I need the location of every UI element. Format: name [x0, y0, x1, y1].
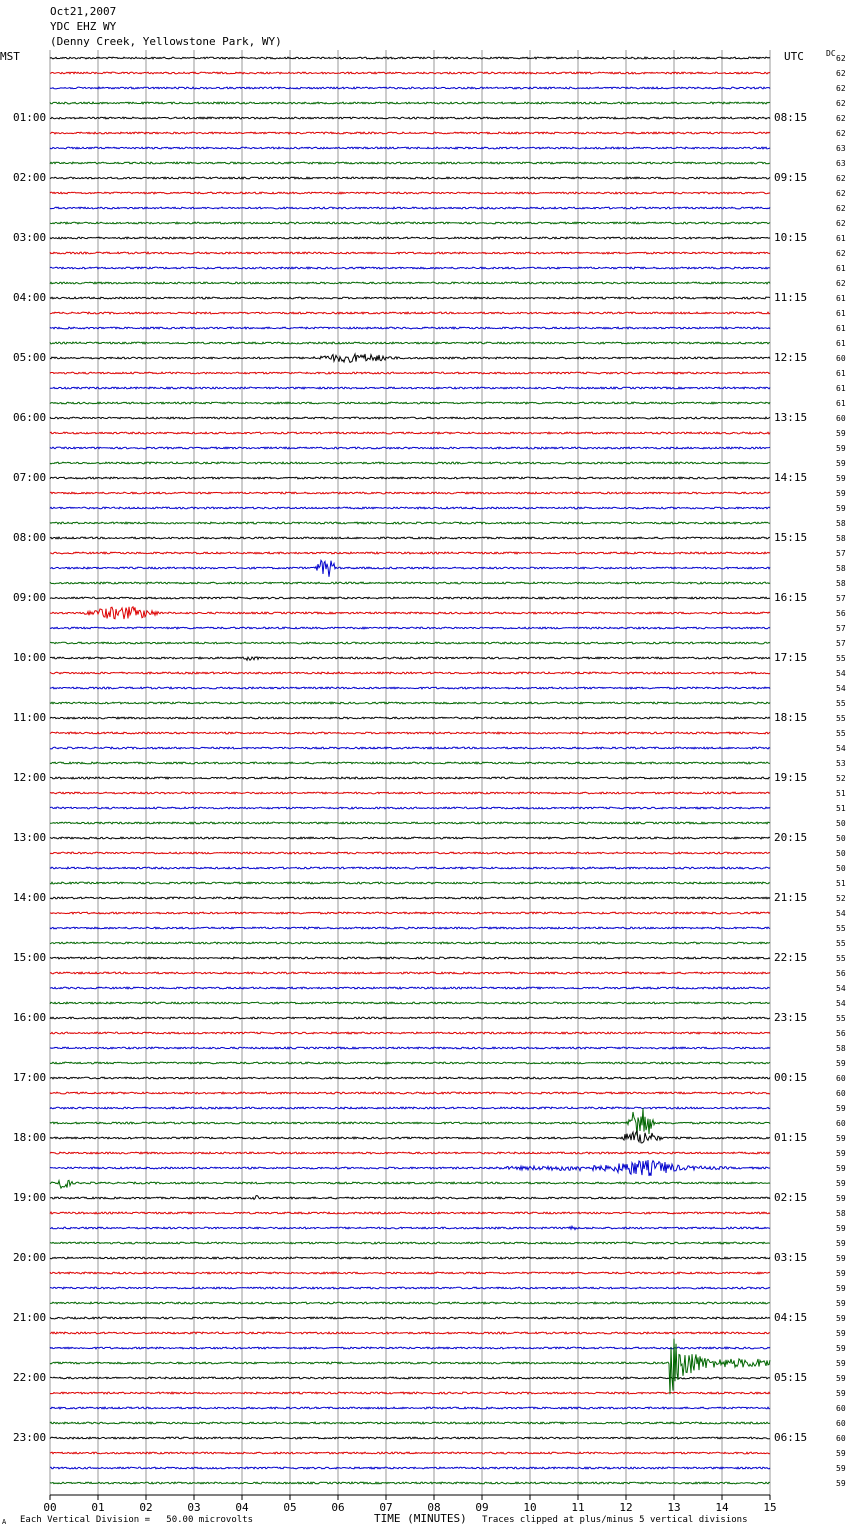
trace-88 [50, 1377, 770, 1379]
dc-value: 57 [836, 624, 846, 633]
mst-hour-label: 04:00 [13, 291, 47, 304]
trace-47 [50, 762, 770, 764]
utc-hour-label: 13:15 [774, 411, 808, 424]
dc-value: 59 [836, 504, 846, 513]
trace-80 [50, 1257, 770, 1259]
x-tick-label: 04 [235, 1501, 249, 1514]
utc-hour-label: 17:15 [774, 651, 808, 664]
trace-95 [50, 1482, 770, 1484]
mst-hour-label: 15:00 [13, 951, 47, 964]
dc-value: 60 [836, 1089, 846, 1098]
x-tick-label: 05 [283, 1501, 297, 1514]
trace-62 [50, 987, 770, 989]
dc-value: 51 [836, 804, 846, 813]
dc-value: 59 [836, 1104, 846, 1113]
dc-value: 51 [836, 879, 846, 888]
trace-31 [50, 522, 770, 524]
dc-value: 61 [836, 294, 846, 303]
dc-value: 59 [836, 474, 846, 483]
dc-value: 50 [836, 864, 846, 873]
trace-25 [50, 432, 770, 434]
utc-hour-label: 12:15 [774, 351, 808, 364]
dc-value: 59 [836, 1224, 846, 1233]
trace-7 [50, 162, 770, 164]
trace-32 [50, 537, 770, 539]
dc-value: 62 [836, 279, 846, 288]
dc-value: 55 [836, 1014, 846, 1023]
dc-value: 59 [836, 1134, 846, 1143]
utc-hour-label: 08:15 [774, 111, 808, 124]
dc-value: 59 [836, 1389, 846, 1398]
trace-94 [50, 1467, 770, 1469]
mst-hour-label: 21:00 [13, 1311, 47, 1324]
dc-value: 55 [836, 699, 846, 708]
trace-75 [50, 1180, 770, 1188]
trace-37 [50, 607, 770, 619]
dc-value: 55 [836, 714, 846, 723]
record-date: Oct21,2007 [50, 5, 117, 18]
trace-15 [50, 282, 770, 284]
mst-hour-label: 02:00 [13, 171, 47, 184]
utc-hour-label: 04:15 [774, 1311, 808, 1324]
utc-hour-label: 20:15 [774, 831, 808, 844]
dc-value: 57 [836, 549, 846, 558]
x-tick-label: 08 [427, 1501, 441, 1514]
x-tick-label: 06 [331, 1501, 345, 1514]
trace-6 [50, 147, 770, 149]
trace-9 [50, 192, 770, 194]
x-tick-label: 15 [763, 1501, 777, 1514]
dc-value: 59 [836, 1254, 846, 1263]
trace-52 [50, 837, 770, 839]
trace-93 [50, 1452, 770, 1454]
trace-26 [50, 447, 770, 449]
utc-hour-label: 01:15 [774, 1131, 808, 1144]
trace-27 [50, 462, 770, 464]
mst-axis-title: MST [0, 50, 20, 63]
utc-hour-label: 18:15 [774, 711, 808, 724]
trace-8 [50, 177, 770, 179]
dc-value: 59 [836, 1149, 846, 1158]
x-tick-label: 12 [619, 1501, 633, 1514]
dc-value: 60 [836, 1434, 846, 1443]
dc-value: 60 [836, 414, 846, 423]
dc-value: 61 [836, 309, 846, 318]
x-tick-label: 01 [91, 1501, 105, 1514]
trace-56 [50, 897, 770, 899]
dc-value: 58 [836, 534, 846, 543]
trace-91 [50, 1422, 770, 1424]
trace-51 [50, 822, 770, 824]
trace-17 [50, 312, 770, 314]
trace-1 [50, 72, 770, 74]
trace-18 [50, 327, 770, 329]
trace-30 [50, 507, 770, 509]
dc-value: 55 [836, 954, 846, 963]
mst-hour-label: 07:00 [13, 471, 47, 484]
x-tick-label: 09 [475, 1501, 489, 1514]
utc-hour-label: 02:15 [774, 1191, 808, 1204]
dc-value: 55 [836, 654, 846, 663]
dc-value: 59 [836, 1374, 846, 1383]
trace-34 [50, 560, 770, 577]
dc-value: 56 [836, 1029, 846, 1038]
trace-57 [50, 912, 770, 914]
dc-value: 61 [836, 399, 846, 408]
trace-79 [50, 1242, 770, 1244]
utc-hour-label: 10:15 [774, 231, 808, 244]
mst-hour-label: 13:00 [13, 831, 47, 844]
trace-49 [50, 792, 770, 794]
trace-81 [50, 1272, 770, 1274]
x-tick-label: 14 [715, 1501, 729, 1514]
trace-55 [50, 882, 770, 884]
dc-value: 62 [836, 174, 846, 183]
trace-60 [50, 957, 770, 959]
dc-value: 59 [836, 1314, 846, 1323]
dc-value: 55 [836, 939, 846, 948]
dc-value: 59 [836, 429, 846, 438]
utc-hour-label: 22:15 [774, 951, 808, 964]
mst-hour-label: 11:00 [13, 711, 47, 724]
trace-59 [50, 942, 770, 944]
dc-value: 59 [836, 1164, 846, 1173]
trace-63 [50, 1002, 770, 1004]
dc-value: 61 [836, 339, 846, 348]
x-tick-label: 00 [43, 1501, 57, 1514]
dc-value: 59 [836, 1179, 846, 1188]
x-tick-label: 03 [187, 1501, 201, 1514]
mst-hour-label: 22:00 [13, 1371, 47, 1384]
utc-hour-label: 11:15 [774, 291, 808, 304]
trace-14 [50, 267, 770, 269]
dc-value: 62 [836, 204, 846, 213]
dc-value: 59 [836, 444, 846, 453]
dc-value: 62 [836, 54, 846, 63]
mst-hour-label: 06:00 [13, 411, 47, 424]
dc-value: 58 [836, 564, 846, 573]
dc-value: 62 [836, 189, 846, 198]
dc-value: 61 [836, 324, 846, 333]
utc-axis-title: UTC [784, 50, 804, 63]
dc-value: 62 [836, 219, 846, 228]
trace-4 [50, 117, 770, 119]
trace-28 [50, 477, 770, 479]
dc-value: 60 [836, 1419, 846, 1428]
dc-value: 61 [836, 384, 846, 393]
mst-hour-label: 10:00 [13, 651, 47, 664]
dc-value: 59 [836, 1344, 846, 1353]
trace-41 [50, 672, 770, 674]
trace-78 [50, 1226, 770, 1229]
trace-68 [50, 1077, 770, 1079]
trace-77 [50, 1212, 770, 1214]
minute-grid [50, 50, 770, 1495]
dc-value: 61 [836, 264, 846, 273]
dc-header: DC [826, 49, 836, 58]
dc-value: 58 [836, 579, 846, 588]
trace-22 [50, 387, 770, 389]
trace-54 [50, 867, 770, 869]
trace-69 [50, 1092, 770, 1094]
station-location: (Denny Creek, Yellowstone Park, WY) [50, 35, 282, 48]
trace-21 [50, 372, 770, 374]
trace-42 [50, 687, 770, 689]
utc-hour-label: 19:15 [774, 771, 808, 784]
trace-11 [50, 222, 770, 224]
mst-hour-label: 16:00 [13, 1011, 47, 1024]
trace-16 [50, 297, 770, 299]
dc-value: 60 [836, 354, 846, 363]
x-tick-label: 02 [139, 1501, 153, 1514]
dc-value: 63 [836, 159, 846, 168]
dc-value: 60 [836, 1404, 846, 1413]
dc-value: 62 [836, 129, 846, 138]
trace-73 [50, 1152, 770, 1154]
dc-value: 56 [836, 969, 846, 978]
trace-86 [50, 1347, 770, 1349]
trace-2 [50, 87, 770, 89]
dc-value: 62 [836, 99, 846, 108]
trace-66 [50, 1047, 770, 1049]
dc-value: 54 [836, 669, 846, 678]
trace-65 [50, 1032, 770, 1034]
utc-hour-label: 06:15 [774, 1431, 808, 1444]
trace-13 [50, 252, 770, 254]
trace-23 [50, 402, 770, 404]
trace-20 [50, 354, 770, 362]
dc-value: 54 [836, 744, 846, 753]
trace-70 [50, 1107, 770, 1109]
trace-76 [50, 1196, 770, 1200]
dc-value: 62 [836, 249, 846, 258]
trace-72 [50, 1131, 770, 1143]
utc-hour-label: 16:15 [774, 591, 808, 604]
trace-85 [50, 1332, 770, 1334]
trace-58 [50, 927, 770, 929]
trace-44 [50, 717, 770, 719]
seismic-traces [50, 57, 770, 1484]
dc-value: 59 [836, 1194, 846, 1203]
dc-value: 59 [836, 1359, 846, 1368]
dc-value: 60 [836, 1074, 846, 1083]
trace-83 [50, 1302, 770, 1304]
trace-82 [50, 1287, 770, 1289]
dc-value: 61 [836, 369, 846, 378]
dc-value: 62 [836, 114, 846, 123]
x-tick-label: 10 [523, 1501, 537, 1514]
dc-value: 59 [836, 1059, 846, 1068]
x-tick-label: 13 [667, 1501, 681, 1514]
dc-value: 62 [836, 69, 846, 78]
utc-hour-label: 00:15 [774, 1071, 808, 1084]
mst-hour-label: 18:00 [13, 1131, 47, 1144]
dc-value: 59 [836, 459, 846, 468]
dc-value: 58 [836, 1209, 846, 1218]
station-code: YDC EHZ WY [50, 20, 117, 33]
mst-hour-label: 19:00 [13, 1191, 47, 1204]
trace-3 [50, 102, 770, 104]
dc-value: 62 [836, 84, 846, 93]
dc-value: 58 [836, 1044, 846, 1053]
dc-value: 50 [836, 849, 846, 858]
trace-45 [50, 732, 770, 734]
utc-hour-label: 15:15 [774, 531, 808, 544]
dc-value: 57 [836, 639, 846, 648]
dc-value: 59 [836, 1269, 846, 1278]
scale-note: Each Vertical Division = 50.00 microvolts [20, 1515, 253, 1525]
trace-12 [50, 237, 770, 239]
footer-mark: A [2, 1518, 7, 1526]
utc-hour-label: 05:15 [774, 1371, 808, 1384]
time-axis-title: TIME (MINUTES) [374, 1512, 467, 1525]
mst-hour-label: 14:00 [13, 891, 47, 904]
dc-value: 52 [836, 894, 846, 903]
trace-74 [50, 1160, 770, 1176]
dc-value: 59 [836, 1464, 846, 1473]
utc-hour-label: 14:15 [774, 471, 808, 484]
trace-19 [50, 342, 770, 344]
trace-67 [50, 1062, 770, 1064]
dc-value: 57 [836, 594, 846, 603]
dc-value: 59 [836, 1284, 846, 1293]
mst-hour-label: 01:00 [13, 111, 47, 124]
trace-89 [50, 1392, 770, 1394]
mst-hour-label: 17:00 [13, 1071, 47, 1084]
dc-value: 59 [836, 1299, 846, 1308]
trace-71 [50, 1108, 770, 1135]
trace-5 [50, 132, 770, 134]
trace-84 [50, 1317, 770, 1319]
clip-note: Traces clipped at plus/minus 5 vertical divisions [482, 1515, 748, 1525]
trace-33 [50, 552, 770, 554]
dc-value: 54 [836, 684, 846, 693]
trace-36 [50, 597, 770, 599]
dc-value: 50 [836, 819, 846, 828]
mst-hour-label: 09:00 [13, 591, 47, 604]
trace-46 [50, 747, 770, 749]
trace-24 [50, 417, 770, 419]
dc-value: 55 [836, 924, 846, 933]
trace-90 [50, 1407, 770, 1409]
mst-hour-label: 23:00 [13, 1431, 47, 1444]
trace-92 [50, 1437, 770, 1439]
trace-39 [50, 642, 770, 644]
dc-value: 54 [836, 999, 846, 1008]
dc-value: 59 [836, 1239, 846, 1248]
trace-10 [50, 207, 770, 209]
dc-value: 52 [836, 774, 846, 783]
dc-value: 60 [836, 1119, 846, 1128]
trace-43 [50, 702, 770, 704]
utc-hour-label: 21:15 [774, 891, 808, 904]
dc-value: 51 [836, 789, 846, 798]
trace-0 [50, 57, 770, 59]
dc-value: 54 [836, 909, 846, 918]
mst-hour-label: 03:00 [13, 231, 47, 244]
x-tick-label: 11 [571, 1501, 585, 1514]
mst-hour-label: 05:00 [13, 351, 47, 364]
trace-64 [50, 1017, 770, 1019]
dc-value: 61 [836, 234, 846, 243]
trace-61 [50, 972, 770, 974]
dc-value: 54 [836, 984, 846, 993]
dc-value: 58 [836, 519, 846, 528]
trace-53 [50, 852, 770, 854]
dc-value: 63 [836, 144, 846, 153]
trace-48 [50, 777, 770, 779]
mst-hour-label: 08:00 [13, 531, 47, 544]
utc-hour-label: 03:15 [774, 1251, 808, 1264]
dc-value: 59 [836, 1329, 846, 1338]
trace-29 [50, 492, 770, 494]
utc-hour-label: 23:15 [774, 1011, 808, 1024]
x-tick-label: 07 [379, 1501, 393, 1514]
trace-40 [50, 657, 770, 660]
dc-value: 59 [836, 1449, 846, 1458]
dc-value: 56 [836, 609, 846, 618]
utc-hour-label: 09:15 [774, 171, 808, 184]
trace-50 [50, 807, 770, 809]
dc-value: 59 [836, 1479, 846, 1488]
dc-value: 50 [836, 834, 846, 843]
trace-38 [50, 627, 770, 629]
mst-hour-label: 20:00 [13, 1251, 47, 1264]
trace-35 [50, 582, 770, 584]
mst-hour-label: 12:00 [13, 771, 47, 784]
dc-value: 55 [836, 729, 846, 738]
dc-value: 59 [836, 489, 846, 498]
dc-value: 53 [836, 759, 846, 768]
